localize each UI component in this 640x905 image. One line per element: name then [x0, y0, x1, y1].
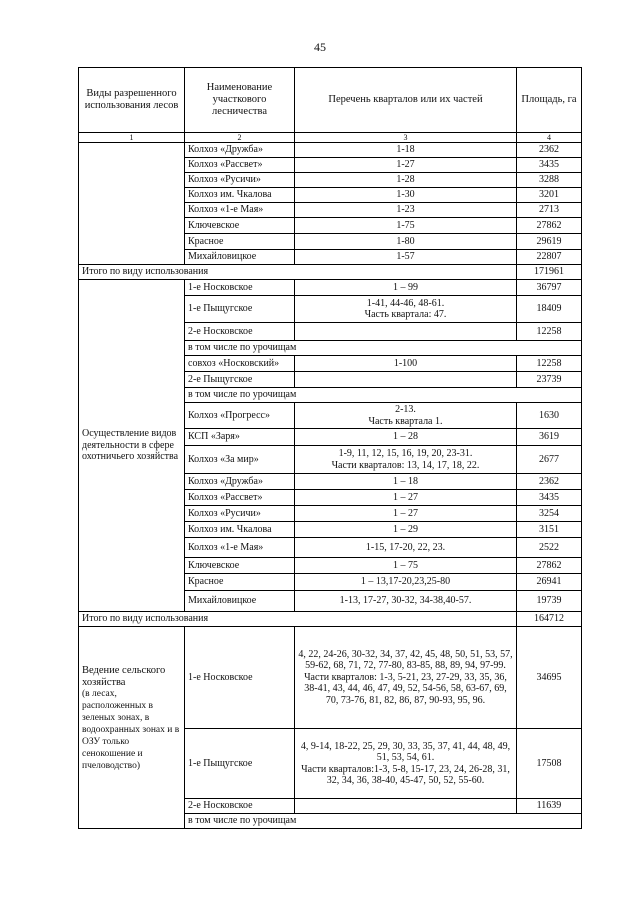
- area-cell: 2677: [517, 446, 582, 474]
- quarters-cell: 1 – 13,17-20,23,25-80: [295, 574, 517, 591]
- area-cell: 36797: [517, 280, 582, 296]
- quarters-cell: 1-80: [295, 234, 517, 250]
- forestry-name-cell: Михайловицкое: [185, 591, 295, 612]
- forestry-name-cell: Колхоз «Русичи»: [185, 506, 295, 522]
- header-quarters: Перечень кварталов или их частей: [295, 68, 517, 133]
- quarters-cell: 1-41, 44-46, 48-61. Часть квартала: 47.: [295, 296, 517, 323]
- forestry-name-cell: Колхоз «1-е Мая»: [185, 538, 295, 558]
- forestry-name-cell: Колхоз «Дружба»: [185, 474, 295, 490]
- quarters-cell: 1 – 28: [295, 429, 517, 446]
- area-cell: 12258: [517, 356, 582, 372]
- quarters-cell: [295, 799, 517, 814]
- area-cell: 3151: [517, 522, 582, 538]
- quarters-cell: 1-75: [295, 218, 517, 234]
- forestry-name-cell: Колхоз «Прогресс»: [185, 403, 295, 429]
- forestry-name-cell: КСП «Заря»: [185, 429, 295, 446]
- quarters-cell: 1 – 75: [295, 558, 517, 574]
- forestry-name-cell: 1-е Носковское: [185, 280, 295, 296]
- use-type-label: Ведение сельского хозяйства: [82, 665, 166, 688]
- area-cell: 2362: [517, 474, 582, 490]
- forestry-name-cell: Колхоз «Рассвет»: [185, 158, 295, 173]
- total-label: Итого по виду использования: [79, 612, 517, 627]
- total-label: Итого по виду использования: [79, 265, 517, 280]
- area-cell: 27862: [517, 558, 582, 574]
- column-number: 1: [79, 133, 185, 143]
- quarters-cell: 1-9, 11, 12, 15, 16, 19, 20, 23-31. Части кварталов: 13, 14, 17, 18, 22.: [295, 446, 517, 474]
- forestry-name-cell: Ключевское: [185, 218, 295, 234]
- area-cell: 3435: [517, 158, 582, 173]
- header-forestry: Наименование участкового лесничества: [185, 68, 295, 133]
- area-cell: 2362: [517, 143, 582, 158]
- area-cell: 22807: [517, 250, 582, 265]
- forestry-name-cell: Колхоз «Рассвет»: [185, 490, 295, 506]
- forestry-name-cell: 2-е Пыщугское: [185, 372, 295, 388]
- quarters-cell: 1 – 29: [295, 522, 517, 538]
- subsection-note: в том числе по урочищам: [185, 814, 582, 829]
- quarters-cell: 1-100: [295, 356, 517, 372]
- forestry-name-cell: Колхоз «За мир»: [185, 446, 295, 474]
- quarters-cell: 1-27: [295, 158, 517, 173]
- quarters-cell: 1-30: [295, 188, 517, 203]
- area-cell: 27862: [517, 218, 582, 234]
- forestry-name-cell: Красное: [185, 234, 295, 250]
- area-cell: 3254: [517, 506, 582, 522]
- quarters-cell: 1-23: [295, 203, 517, 218]
- forestry-name-cell: совхоз «Носковский»: [185, 356, 295, 372]
- forestry-name-cell: Колхоз им. Чкалова: [185, 522, 295, 538]
- column-number: 4: [517, 133, 582, 143]
- table-row: [79, 627, 582, 729]
- quarters-cell: 1-18: [295, 143, 517, 158]
- area-cell: 1630: [517, 403, 582, 429]
- quarters-cell: 1 – 18: [295, 474, 517, 490]
- use-type-cell: [79, 143, 185, 265]
- area-cell: 3288: [517, 173, 582, 188]
- area-cell: 29619: [517, 234, 582, 250]
- column-number-row: [79, 133, 582, 143]
- total-value: 171961: [517, 265, 582, 280]
- forestry-name-cell: Михайловицкое: [185, 250, 295, 265]
- area-cell: 26941: [517, 574, 582, 591]
- header-area: Площадь, га: [517, 68, 582, 133]
- area-cell: 12258: [517, 323, 582, 341]
- table-header-row: [79, 68, 582, 133]
- use-type-cell: [79, 627, 185, 829]
- area-cell: 34695: [517, 627, 582, 729]
- subsection-note: в том числе по урочищам: [185, 341, 582, 356]
- use-type-detail: (в лесах, расположенных в зеленых зонах, в водоохранных зонах и в ОЗУ только сенокошение и пчеловодство): [82, 689, 180, 771]
- forestry-name-cell: Колхоз «Русичи»: [185, 173, 295, 188]
- quarters-cell: 1 – 27: [295, 506, 517, 522]
- quarters-cell: 4, 9-14, 18-22, 25, 29, 30, 33, 35, 37, 41, 44, 48, 49, 51, 53, 54, 61. Части кварталов:1-3, 5-8, 15-17, 23, 24, 26-28, 31, 32, 34, 36, 38-40, 45-47, 50, 52, 55-60.: [295, 729, 517, 799]
- forestry-name-cell: 2-е Носковское: [185, 323, 295, 341]
- table-row: [79, 280, 582, 296]
- area-cell: 3435: [517, 490, 582, 506]
- forestry-name-cell: Красное: [185, 574, 295, 591]
- header-use-type: Виды разрешенного использования лесов: [79, 68, 185, 133]
- area-cell: 23739: [517, 372, 582, 388]
- area-cell: 3619: [517, 429, 582, 446]
- forestry-name-cell: Колхоз им. Чкалова: [185, 188, 295, 203]
- total-row: [79, 612, 582, 627]
- area-cell: 17508: [517, 729, 582, 799]
- column-number: 3: [295, 133, 517, 143]
- table-row: [79, 143, 582, 158]
- area-cell: 2522: [517, 538, 582, 558]
- area-cell: 18409: [517, 296, 582, 323]
- area-cell: 11639: [517, 799, 582, 814]
- use-type-label: Осуществление видов деятельности в сфере охотничьего хозяйства: [82, 428, 179, 463]
- area-cell: 3201: [517, 188, 582, 203]
- forestry-name-cell: Колхоз «Дружба»: [185, 143, 295, 158]
- subsection-note: в том числе по урочищам: [185, 388, 582, 403]
- quarters-cell: [295, 323, 517, 341]
- quarters-cell: 1-15, 17-20, 22, 23.: [295, 538, 517, 558]
- quarters-cell: 2-13. Часть квартала 1.: [295, 403, 517, 429]
- forestry-name-cell: 1-е Пыщугское: [185, 296, 295, 323]
- quarters-cell: 1-57: [295, 250, 517, 265]
- forest-use-table: [78, 67, 582, 829]
- forestry-name-cell: 2-е Носковское: [185, 799, 295, 814]
- forestry-name-cell: 1-е Пыщугское: [185, 729, 295, 799]
- area-cell: 19739: [517, 591, 582, 612]
- use-type-cell: [79, 280, 185, 612]
- quarters-cell: 1 – 99: [295, 280, 517, 296]
- page-number: 45: [314, 40, 326, 54]
- quarters-cell: 1-13, 17-27, 30-32, 34-38,40-57.: [295, 591, 517, 612]
- column-number: 2: [185, 133, 295, 143]
- quarters-cell: [295, 372, 517, 388]
- total-row: [79, 265, 582, 280]
- quarters-cell: 1-28: [295, 173, 517, 188]
- quarters-cell: 1 – 27: [295, 490, 517, 506]
- forestry-name-cell: 1-е Носковское: [185, 627, 295, 729]
- area-cell: 2713: [517, 203, 582, 218]
- forestry-name-cell: Ключевское: [185, 558, 295, 574]
- total-value: 164712: [517, 612, 582, 627]
- quarters-cell: 4, 22, 24-26, 30-32, 34, 37, 42, 45, 48, 50, 51, 53, 57, 59-62, 68, 71, 72, 77-80, 83-85, 88, 89, 94, 97-99. Части кварталов: 1-3, 5-21, 23, 27-29, 33, 35, 36, 38-41, 43, 44, 46, 47, 49, 52, 54-56, 58, 63-67, 69, 70, 73-76, 81, 82, 86, 87, 90-93, 95, 96.: [295, 627, 517, 729]
- forestry-name-cell: Колхоз «1-е Мая»: [185, 203, 295, 218]
